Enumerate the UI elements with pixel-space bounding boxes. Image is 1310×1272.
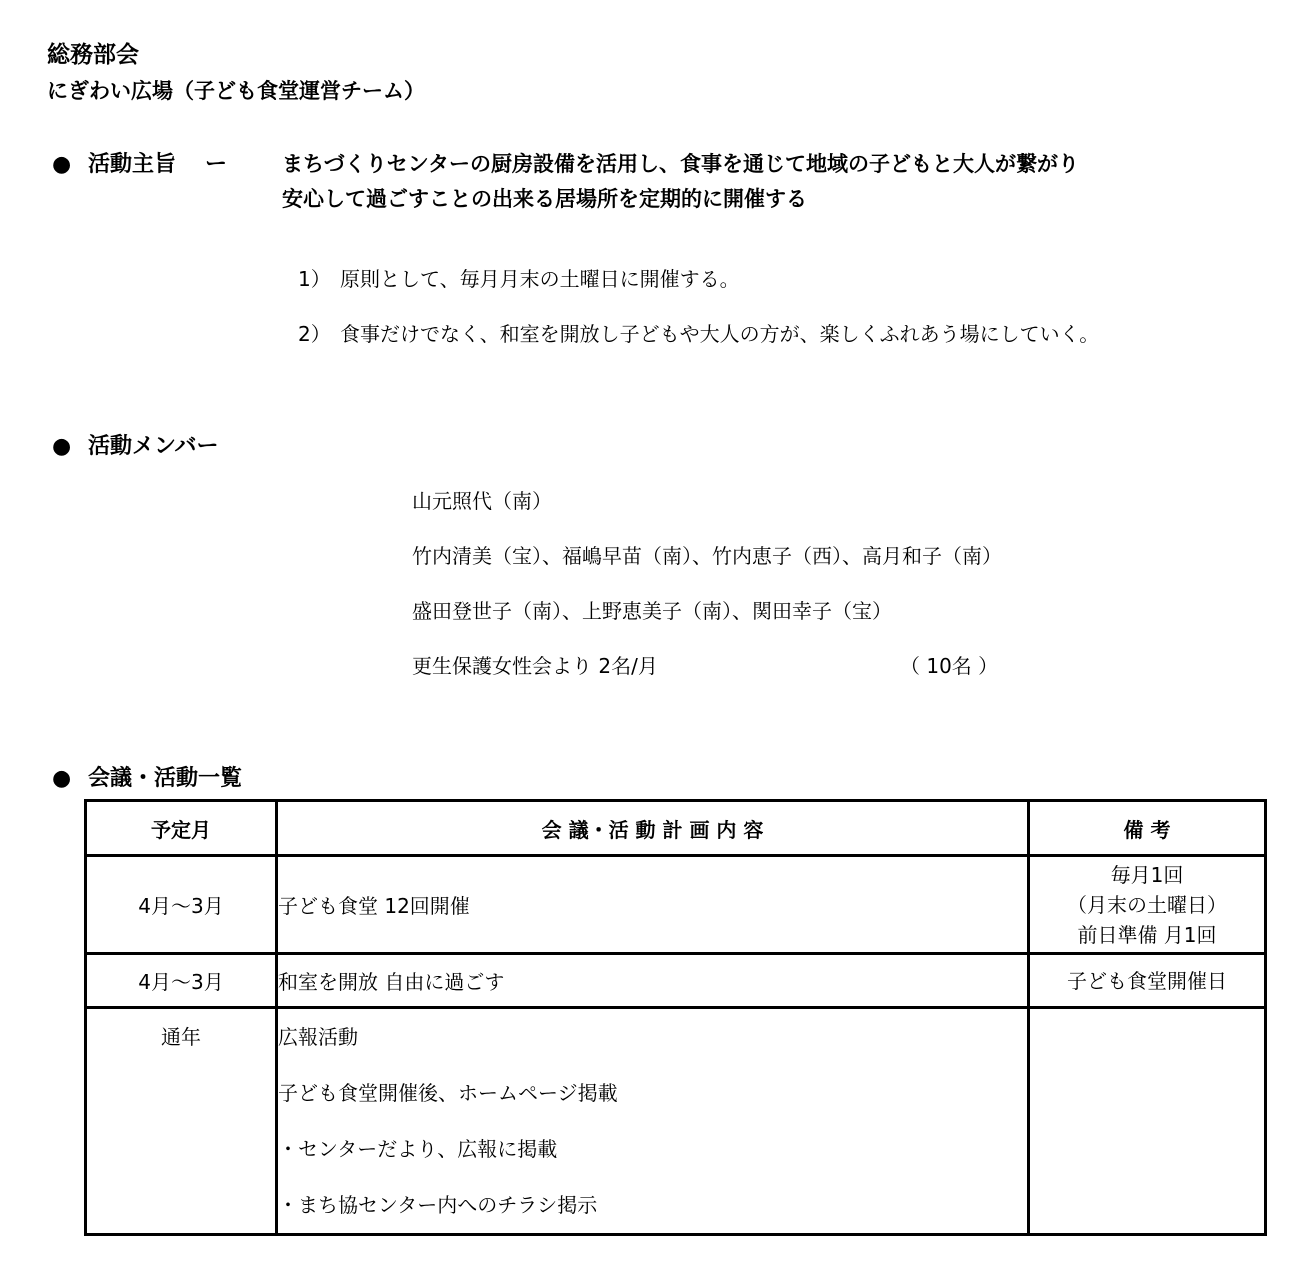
cell-month: [86, 1008, 277, 1235]
team-title: にぎわい広場（子ども食堂運営チーム）: [47, 79, 425, 103]
month-text: 通年: [161, 1025, 201, 1049]
header-content: 会 議・活 動 計 画 内 容: [277, 801, 1029, 856]
members-heading: [52, 429, 218, 460]
schedule-label: 会議・活動一覧: [88, 766, 243, 791]
content-line: ・まち協センター内へのチラシ掲示: [278, 1193, 598, 1217]
department-title: 総務部会: [47, 42, 139, 68]
content-line: ・センターだより、広報に掲載: [278, 1137, 558, 1161]
note-line: 毎月1回: [1110, 862, 1184, 887]
member-line: 盛田登世子（南）、上野恵美子（南）、関田幸子（宝）: [412, 599, 892, 623]
table-row: [86, 954, 1266, 1008]
cell-month: 4月～3月: [86, 856, 277, 954]
content-line: 子ども食堂開催後、ホームページ掲載: [278, 1081, 618, 1105]
purpose-dash: ー: [205, 152, 228, 177]
cell-content: 和室を開放 自由に過ごす: [277, 954, 1029, 1008]
cell-content: [277, 1008, 1029, 1235]
item-number: 1）: [298, 267, 331, 291]
member-line: 山元照代（南）: [412, 489, 552, 513]
bullet-icon: ●: [52, 766, 72, 791]
cell-note: [1029, 1008, 1266, 1235]
purpose-item: [298, 318, 1099, 347]
table-row: [86, 856, 1266, 954]
purpose-heading: [52, 147, 176, 178]
item-text: 原則として、毎月月末の土曜日に開催する。: [340, 267, 740, 291]
note-line: 前日準備 月1回: [1077, 922, 1217, 947]
schedule-table: [84, 799, 1267, 1236]
cell-note: 子ども食堂開催日: [1029, 954, 1266, 1008]
table-row: [86, 1008, 1266, 1235]
bullet-icon: ●: [52, 152, 72, 177]
purpose-line-1: まちづくりセンターの厨房設備を活用し、食事を通じて地域の子どもと大人が繋がり: [282, 152, 1079, 176]
members-label: 活動メンバー: [88, 434, 219, 459]
header-note: 備 考: [1029, 801, 1266, 856]
member-line: 更生保護女性会より 2名/月: [412, 654, 658, 678]
table-header-row: [86, 801, 1266, 856]
header-month: 予定月: [86, 801, 277, 856]
item-number: 2）: [298, 322, 331, 346]
content-line: 広報活動: [278, 1025, 358, 1049]
cell-month: 4月～3月: [86, 954, 277, 1008]
cell-note: [1029, 856, 1266, 954]
purpose-label: 活動主旨: [88, 152, 177, 177]
purpose-item: [298, 263, 740, 292]
member-total: （ 10名 ）: [900, 654, 999, 678]
cell-content: 子ども食堂 12回開催: [277, 856, 1029, 954]
note-line: （月末の土曜日）: [1067, 892, 1227, 917]
member-line: 竹内清美（宝）、福嶋早苗（南）、竹内恵子（西）、高月和子（南）: [412, 544, 1002, 568]
schedule-heading: [52, 761, 242, 792]
purpose-line-2: 安心して過ごすことの出来る居場所を定期的に開催する: [282, 187, 807, 211]
bullet-icon: ●: [52, 434, 72, 459]
item-text: 食事だけでなく、和室を開放し子どもや大人の方が、楽しくふれあう場にしていく。: [340, 322, 1100, 346]
